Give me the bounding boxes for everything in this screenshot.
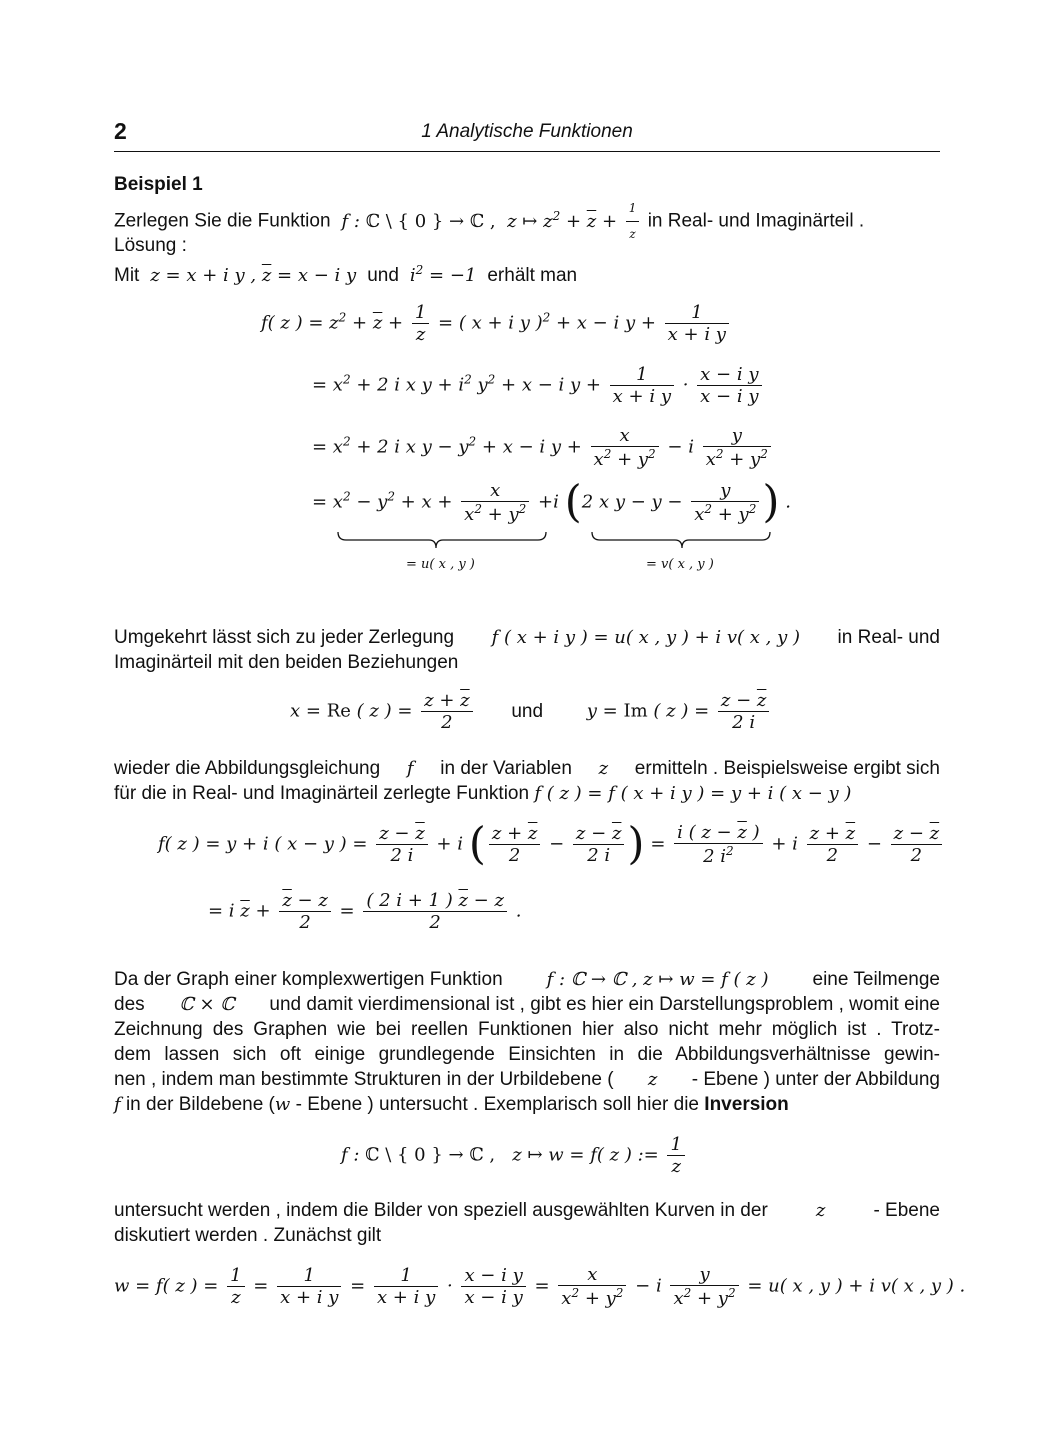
mit-word: Mit — [114, 265, 140, 286]
v-label: = v( x , y ) — [646, 557, 714, 572]
p1-text-b: in Real- und — [837, 627, 940, 648]
p3-text-1b: eine Teilmenge — [812, 969, 940, 990]
p3-text-2b: und damit vierdimensional ist , gibt es hier ein Darstellungsproblem , womit eine — [269, 994, 940, 1015]
final-equation: w = f( z ) = $\frac{1}{z}$ = $\frac{1}{\text{x + i y}}$ = $\frac{1}{\text{x + i y}}$ · $\frac{\text{x − i y}}{\text{x − i y}}$ = $\frac{x}{x^2 + y^2}$ − i $\frac{y}{x^2 + y^2}$ = u( x , y ) + i v( x , y ) . — [114, 1264, 966, 1309]
solution-intro — [114, 258, 577, 288]
p3-text-6a: in der Bildebene ( — [125, 1094, 275, 1115]
p2-text-c: ermitteln . Beispielsweise ergibt sich — [634, 758, 940, 779]
p2-f: f — [406, 758, 414, 779]
equation-line-4: = $x^2 - y^2 + x$ + $\frac{x}{x^2 + y^2}$ +i (2 x y − y − $\frac{y}{x^2 + y^2}$ ) . — [312, 476, 791, 528]
erhaelt-word: erhält man — [487, 265, 578, 286]
header-rule — [114, 151, 940, 152]
para2-line1 — [114, 756, 940, 781]
und-word: und — [367, 265, 399, 286]
p3-formula-1: f : ℂ → ℂ , z ↦ w = f ( z ) — [546, 969, 769, 990]
document-page — [114, 0, 966, 1455]
p4-z: z — [815, 1200, 826, 1221]
p3-text-1a: Da der Graph einer komplexwertigen Funktion — [114, 969, 503, 990]
u-label: = u( x , y ) — [406, 557, 475, 572]
para3-line5 — [114, 1067, 940, 1092]
para3-line4: dem lassen sich oft einige grundlegende Einsichten in die Abbildungsverhältnisse gewin- — [114, 1044, 940, 1065]
p4-text-1a: untersucht werden , indem die Bilder von speziell ausgewählten Kurven in der — [114, 1200, 768, 1221]
para1-line1 — [114, 625, 940, 650]
example-task — [114, 196, 864, 247]
p2-text-d: für die in Real- und Imaginärteil zerlegte Funktion — [114, 783, 530, 804]
p3-text-6b: - Ebene ) untersucht . Exemplarisch soll hier die — [295, 1094, 700, 1115]
p3-f: f — [114, 1094, 121, 1115]
para1-line2: Imaginärteil mit den beiden Beziehungen — [114, 652, 459, 673]
p4-text-1b: - Ebene — [873, 1200, 940, 1221]
re-im-relations: x = Re ( z ) = $\frac{z + \overline{z}}{2}$ und y = Im ( z ) = $\frac{z - \overline{z}}{2 i}$ — [290, 690, 772, 733]
equation-example-1: f( z ) = y + i ( x − y ) = $\frac{z - \overline{z}}{2 i}$ + i ( $\frac{z + \overline{z}}{2}$ − $\frac{z - \overline{z}}{2 i}$ ) = $\frac{i ( z - \overline{z} )}{2 i^2}$ + i $\frac{z + \overline{z}}{2}$ − $\frac{z - \overline{z}}{2}$ — [158, 822, 945, 867]
p2-text-b: in der Variablen — [440, 758, 572, 779]
p2-z: z — [598, 758, 609, 779]
p3-text-2a: des — [114, 994, 145, 1015]
mit-formula-1: z = x + i y , $\overline{z} = x - i$ y — [144, 265, 362, 286]
underbraces — [114, 530, 814, 560]
inversion-term: Inversion — [704, 1094, 789, 1115]
p2-formula: f ( z ) = f ( x + i y ) = y + i ( x − y ) — [534, 783, 852, 804]
equation-line-1: f( z ) = $z^2 + \overline{z}$ + $\frac{1}{z}$ = ( x + i y )$^2$ + x − i y + $\frac{1}{\text{x + i y}}$ — [261, 302, 732, 345]
equation-example-2: = i $\overline{z}$ + $\frac{\overline{z} - z}{2}$ = $\frac{( 2 i + 1 ) \overline{z} - z}{2}$ . — [208, 890, 522, 933]
para2-line2 — [114, 781, 851, 806]
equation-line-3: = $x^2 + 2$ i x $y - y^2 + x - i$ y + $\frac{x}{x^2 + y^2}$ − i $\frac{y}{x^2 + y^2}$ — [312, 425, 774, 470]
para3-line2 — [114, 992, 940, 1017]
p1-formula: f ( x + i y ) = u( x , y ) + i v( x , y ) — [491, 627, 801, 648]
para3-line1 — [114, 967, 940, 992]
para4-line1 — [114, 1198, 940, 1223]
task-formula: f : ℂ \ { 0 } → ℂ , z ↦ $z^2 + \overline{z}$ + $\frac{1}{z}$ — [336, 211, 643, 232]
und-middle: und — [511, 700, 544, 722]
mit-formula-2: $i^2 = -1$ — [404, 263, 483, 286]
p3-w: w — [274, 1094, 291, 1115]
p2-text-a: wieder die Abbildungsgleichung — [114, 758, 381, 779]
p1-text-a: Umgekehrt lässt sich zu jeder Zerlegung — [114, 627, 455, 648]
para3-line6 — [114, 1092, 789, 1117]
p3-z: z — [647, 1069, 658, 1090]
solution-label: Lösung : — [114, 235, 187, 256]
chapter-title: 1 Analytische Funktionen — [421, 121, 633, 142]
inversion-formula: f : ℂ \ { 0 } → ℂ , z ↦ w = f( z ) := $\frac{1}{z}$ — [341, 1134, 688, 1177]
p3-formula-2: ℂ × ℂ — [179, 994, 235, 1015]
example-title: Beispiel 1 — [114, 174, 203, 195]
p3-text-5b: - Ebene ) unter der Abbildung — [691, 1069, 940, 1090]
para4-line2: diskutiert werden . Zunächst gilt — [114, 1225, 382, 1246]
p3-text-5a: nen , indem man bestimmte Strukturen in der Urbildebene ( — [114, 1069, 614, 1090]
equation-line-2: = $x^2 + 2$ i x $y + i^2$ $y^2 + x - i$ y + $\frac{1}{\text{x + i y}}$ · $\frac{\text{x − i y}}{\text{x − i y}}$ — [312, 364, 765, 407]
task-lead: Zerlegen Sie die Funktion — [114, 210, 331, 232]
page-number: 2 — [114, 118, 127, 144]
task-tail: in Real- und Imaginärteil . — [647, 210, 865, 232]
para3-line3: Zeichnung des Graphen wie bei reellen Funktionen hier also nicht mehr möglich ist . Trotz- — [114, 1019, 940, 1040]
